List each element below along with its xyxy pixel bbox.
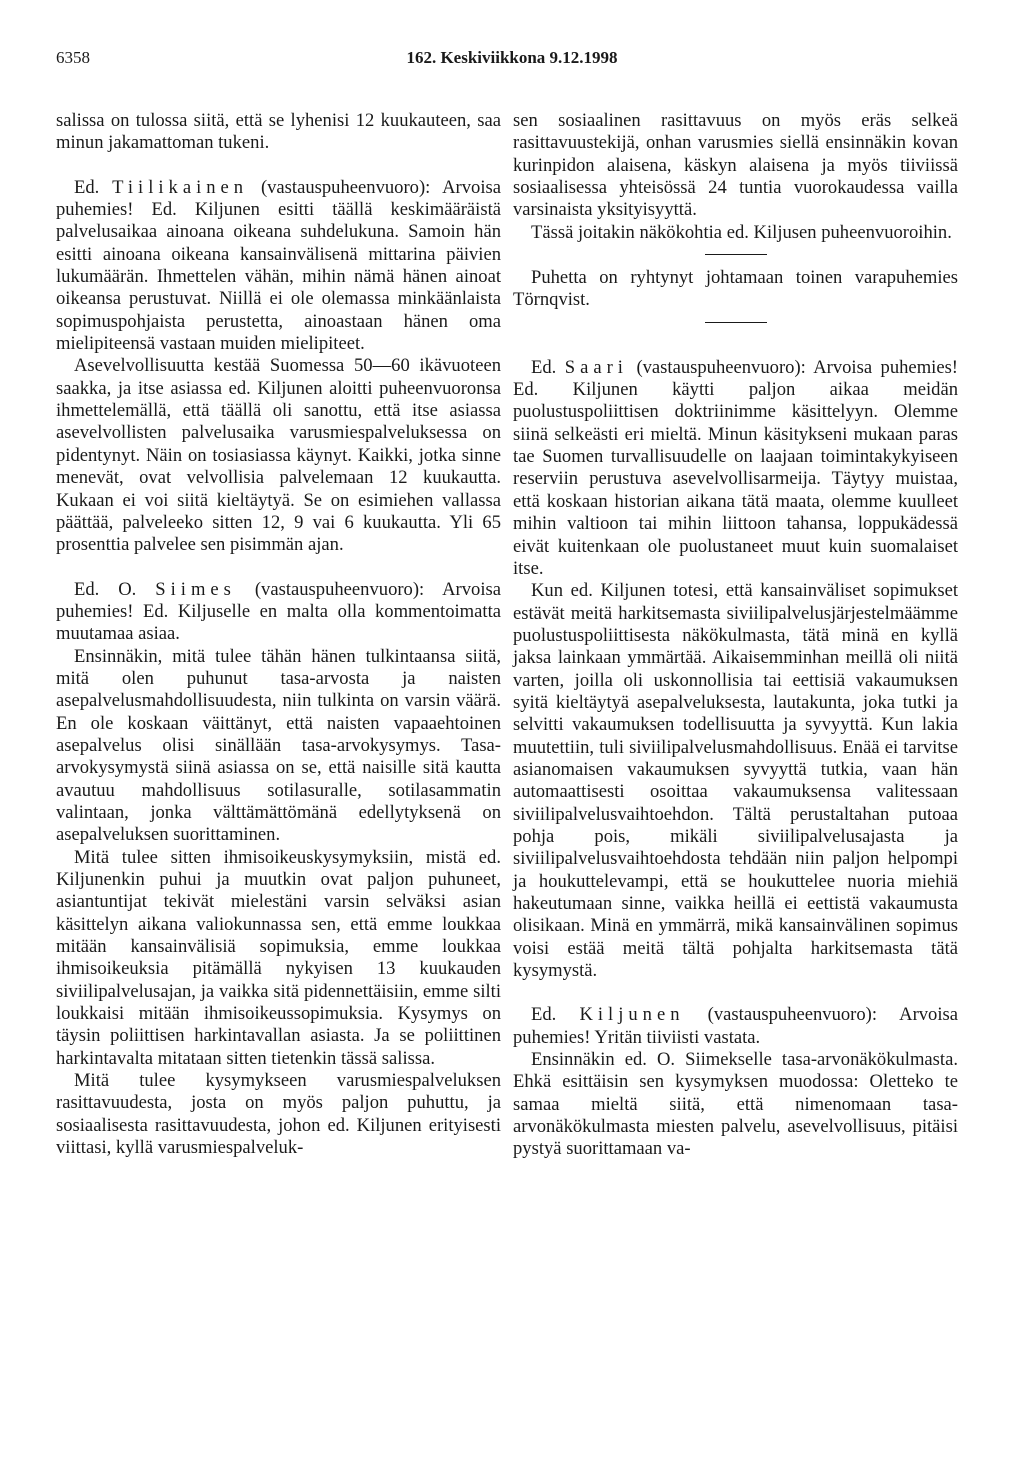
page-header-title: 162. Keskiviikkona 9.12.1998	[406, 48, 618, 67]
paragraph: salissa on tulossa siitä, että se lyhenisi 12 kuukauteen, saa minun jakamattoman tukeni.	[56, 110, 501, 154]
paragraph: Kun ed. Kiljunen totesi, että kansainväliset sopimukset estävät meitä harkitsemasta siviilipalvelusjärjestelmäämme puolustuspoliittisesta näkökulmasta, tätä minä en kyllä jaksa lainkaan ymmärtää. Aikaisemminhan meillä oli niitä varten, joilla oli uskonnollisia tai eettisiä vakaumuksen syitä kieltäytyä asepalveluksesta, lautakunta, joka tutki ja selvitti vakaumuksen todellisuutta ja syvyyttä. Kun lakia muutettiin, tuli siviilipalvelusmahdollisuus. Enää ei tarvitse asianomaisen vakaumuksen syvyyttä tutkia, vaan hän automaattisesti osoittaa vakaumuksensa valitessaan siviilipalvelusvaihtoehdon. Tältä perustaltahan putoaa pohja pois, mikäli siviilipalvelusajasta ja siviilipalvelusvaihtoehdosta tehdään niin paljon helpompi ja houkuttelevampi, että se houkuttelee nuoria miehiä hakeutumaan sinne, vaikka heillä ei eettistä vakaumusta olisikaan. Minä en ymmärrä, mikä kansainvälinen sopimus voisi estää meitä tältä pohjalta harkitsemasta tätä kysymystä.	[513, 580, 958, 982]
chair-note: Puhetta on ryhtynyt johtamaan toinen varapuhemies Törnqvist.	[513, 267, 958, 311]
paragraph: Mitä tulee kysymykseen varusmiespalveluksen rasittavuudesta, josta on myös paljon puhuttu, ja sosiaalisesta rasittavuudesta, johon ed. Kiljunen erityisesti viittasi, kyllä varusmiespalveluk-	[56, 1070, 501, 1159]
section-divider	[705, 254, 767, 255]
left-column	[56, 110, 501, 1159]
speaker-prefix: Ed.	[531, 356, 565, 378]
speaker-paragraph	[56, 579, 501, 646]
paragraph: Ensinnäkin ed. O. Siimekselle tasa-arvonäkökulmasta. Ehkä esittäisin sen kysymyksen muodossa: Oletteko te samaa mieltä siitä, että nimenomaan tasa-arvonäkökulmasta miesten palvelu, asevelvollisuus, pitäisi pystyä suorittamaan va-	[513, 1049, 958, 1160]
speech-text: (vastauspuheenvuoro): Arvoisa puhemies! Ed. Kiljunen esitti täällä keskimääräistä palvelusaikaa ainoana oikeana suhdelukuna. Samoin hän esitti ainoana oikeana kansainvälisenä mittarina päivien lukumäärän. Ihmettelen vähän, mihin nämä hänen ainoat oikeansa perustuvat. Niillä ei ole olemassa minkäänlaista sopimuspohjaista perustetta, ainoastaan hänen oma mielipiteensä vastaan muiden mielipiteet.	[56, 176, 501, 355]
right-column	[513, 110, 958, 1161]
speech-text: (vastauspuheenvuoro): Arvoisa puhemies! Ed. Kiljuselle en malta olla kommentoimatta muutamaa asiaa.	[56, 578, 501, 645]
speaker-prefix: Ed. O.	[74, 578, 156, 600]
speaker-prefix: Ed.	[74, 176, 113, 198]
paragraph: Tässä joitakin näkökohtia ed. Kiljusen puheenvuoroihin.	[531, 221, 952, 243]
speaker-name: Tiilikainen	[112, 176, 249, 198]
page-number: 6358	[56, 48, 90, 67]
speaker-name: Saari	[564, 356, 628, 378]
speaker-paragraph	[513, 357, 958, 580]
paragraph: sen sosiaalinen rasittavuus on myös eräs selkeä rasittavuustekijä, onhan varusmies siellä ensinnäkin kovan kurinpidon alaisena, käskyn alaisena ja myös tiiviissä sosiaalisessa yhteisössä 24 tuntia vuorokaudessa vailla varsinaista yksityisyyttä.	[513, 110, 958, 221]
speaker-prefix: Ed.	[531, 1004, 580, 1026]
section-divider	[705, 322, 767, 323]
speaker-name: Siimes	[155, 578, 236, 600]
paragraph: Asevelvollisuutta kestää Suomessa 50—60 ikävuoteen saakka, ja itse asiassa ed. Kiljunen aloitti puheenvuoronsa ihmettelemällä, että täällä oli sanottu, että itse asiassa asevelvollisten palvelusaika varusmiespalveluksessa on pidentynyt. Näin on tosiasiassa käynyt. Kaikki, jotka sinne menevät, ovat velvollisia palvelemaan 12 kuukautta. Kukaan ei voi siitä kieltäytyä. Se on esimiehen vallassa päättää, palveleeko sitten 12, 9 vai 6 kuukautta. Yli 65 prosenttia palvelee sen pisimmän ajan.	[56, 355, 501, 556]
speaker-paragraph	[513, 1004, 958, 1049]
paragraph: Ensinnäkin, mitä tulee tähän hänen tulkintaansa siitä, mitä olen puhunut tasa-arvosta ja naisten asepalvelusmahdollisuudesta, niin tulkinta on varsin väärä. En ole koskaan väittänyt, että naisten vapaaehtoinen asepalvelus olisi sinällään tasa-arvokysymys. Tasa-arvokysymystä siinä asiassa on se, että naisille sitä kautta avautuu mahdollisuus sotilasuralle, sotilasammatin valintaan, jonka välttämättömänä edellytyksenä on asepalveluksen suorittaminen.	[56, 645, 501, 846]
speaker-name: Kiljunen	[579, 1004, 685, 1026]
speech-text: (vastauspuheenvuoro): Arvoisa puhemies! Ed. Kiljunen käytti paljon aikaa meidän puolustuspoliittisen doktriinimme käsittelyyn. Olemme siinä selkeästi eri mieltä. Minun käsitykseni mukaan paras tae Suomen turvallisuudelle on laajaan toimintakykyiseen reserviin perustuva asevelvollisarmeija. Täytyy muistaa, että koskaan historian aikana tätä maata, olemme kuulleet mihin valtioon tai mihin liittoon tahansa, loppukädessä eivät kuitenkaan ole puolustaneet muut kuin suomalaiset itse.	[513, 356, 958, 579]
speaker-paragraph	[56, 177, 501, 356]
paragraph: Mitä tulee sitten ihmisoikeuskysymyksiin, mistä ed. Kiljunenkin puhui ja muutkin ovat paljon puhuneet, asiantuntijat tekivät mielestäni varsin selväksi asian käsittelyn aikana valiokunnassa sen, että emme loukkaa mitään kansainvälisiä sopimuksia, emme loukkaa ihmisoikeuksia pitämällä nykyisen 13 kuukauden siviilipalvelusajan, ja vaikka sitä pidennettäisiin, emme silti loukkaisi mitään ihmisoikeussopimuksia. Kysymys on täysin poliittisen harkintavallan asiasta. Ja se poliittinen harkintavalta mitataan sitten tietenkin tässä salissa.	[56, 846, 501, 1069]
speech-text: (vastauspuheenvuoro): Arvoisa puhemies! Yritän tiiviisti vastata.	[513, 1004, 959, 1048]
